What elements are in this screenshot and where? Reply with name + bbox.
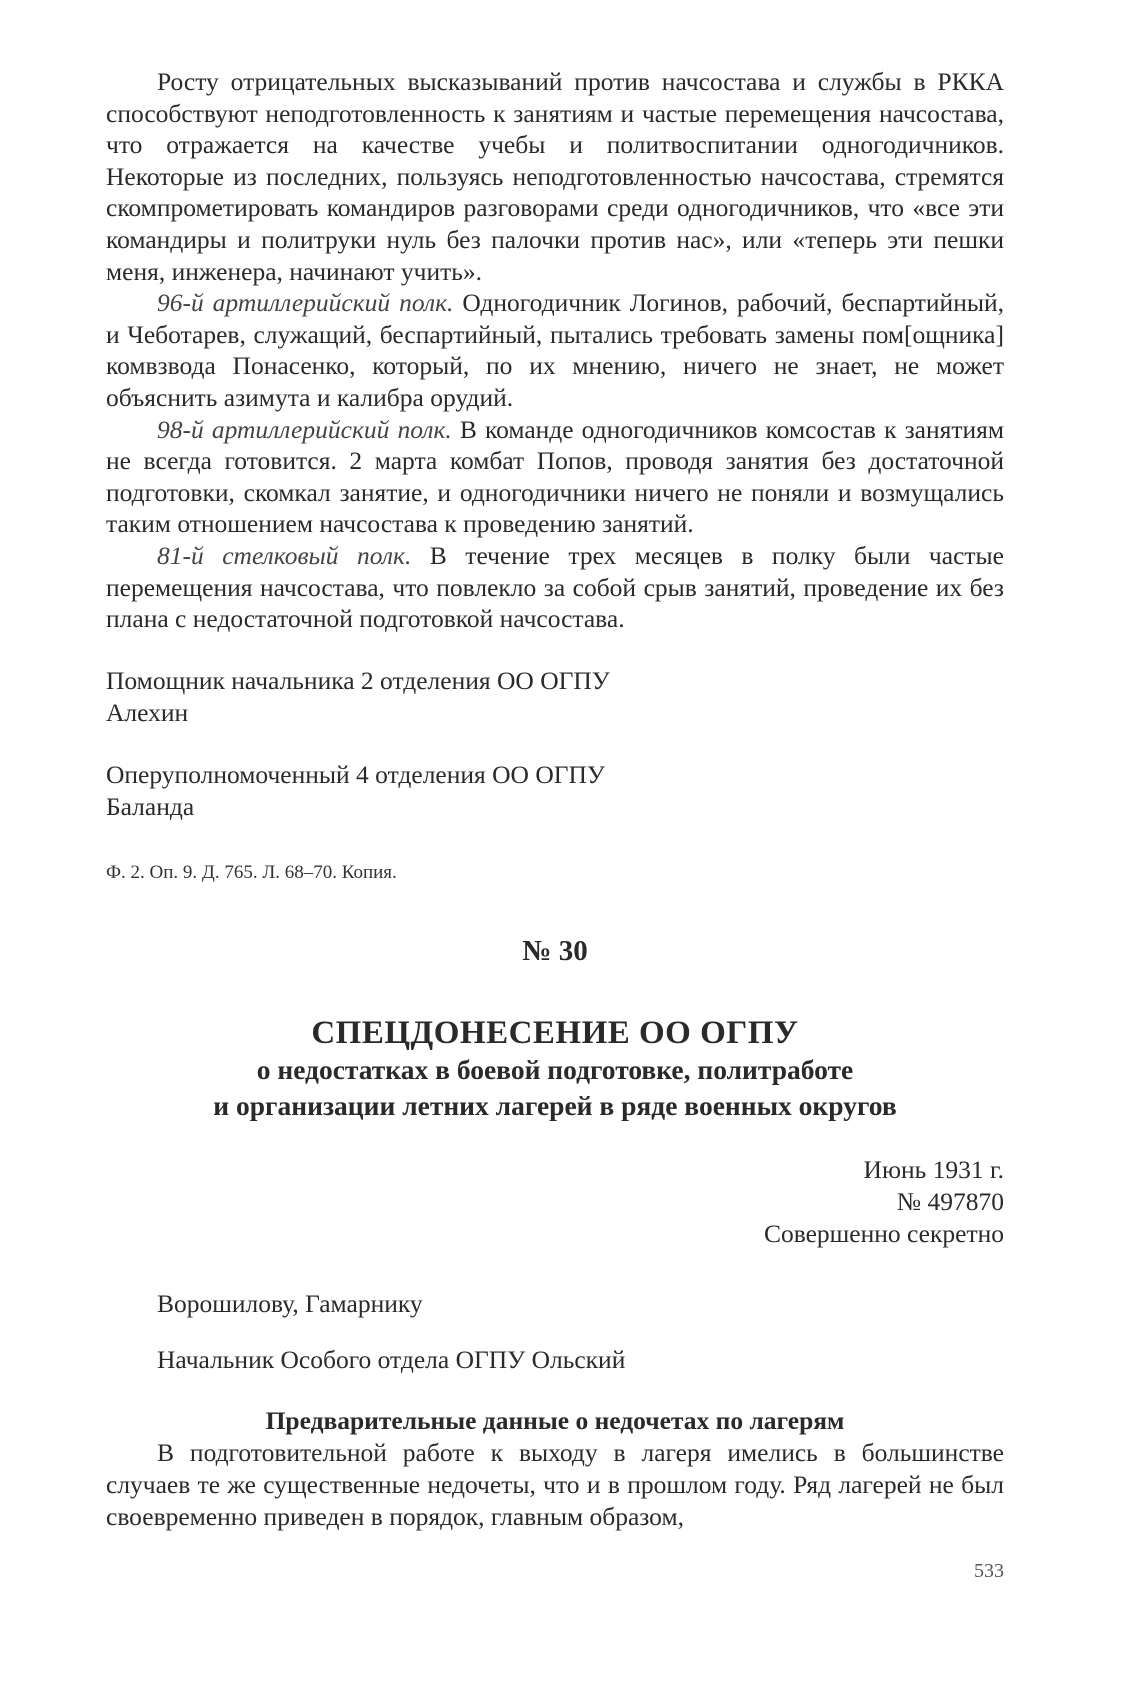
paragraph-lead: 81-й стелковый полк.: [157, 540, 412, 570]
signature-position: Оперуполномоченный 4 отделения ОО ОГПУ: [106, 759, 605, 789]
document-number: № 30: [522, 935, 588, 968]
document-page: [106, 66, 1004, 1532]
signature-name: Баланда: [106, 791, 195, 821]
signature-name: Алехин: [106, 697, 189, 727]
paragraph-text: Одногодичник Логинов, рабочий, беспартийный, и Чеботарев, служащий, беспартийный, пытались требовать замены пом[ощника] комвзвода Понасенко, который, по их мнению, ничего не знает, не может объяснить азимута и калибра орудий.: [106, 288, 1004, 412]
document-sender: Начальник Особого отдела ОГПУ Ольский: [157, 1344, 626, 1374]
document-registration-number: № 497870: [896, 1187, 1004, 1217]
paragraph-96-regiment: [106, 287, 1004, 413]
page-number: 533: [974, 1560, 1004, 1582]
document-subtitle-line-1: о недостатках в боевой подготовке, политработе: [256, 1054, 854, 1086]
paragraph-98-regiment: [106, 414, 1004, 540]
paragraph-intro: [106, 66, 1004, 287]
document-date: Июнь 1931 г.: [863, 1155, 1004, 1185]
paragraph-81-regiment: [106, 540, 1004, 635]
signature-position: Помощник начальника 2 отделения ОО ОГПУ: [106, 665, 610, 695]
document-meta: [106, 1154, 1004, 1250]
section-heading: Предварительные данные о недочетах по лагерям: [265, 1406, 845, 1436]
paragraph-text: В команде одногодичников комсостав к занятиям не всегда готовится. 2 марта комбат Попов, проводя занятия без достаточной подготовки, скомкал занятие, и одногодичники ничего не поняли и возмущались таким отношением начсостава к проведению занятий.: [106, 414, 1004, 539]
signature-block-balanda: [106, 759, 1004, 823]
archive-source-reference: Ф. 2. Оп. 9. Д. 765. Л. 68–70. Копия.: [106, 861, 397, 883]
body-paragraph: В подготовительной работе к выходу в лагеря имелись в большинстве случаев те же существенные недочеты, что и в прошлом году. Ряд лагерей не был своевременно приведен в порядок, главным образом,: [106, 1438, 1004, 1531]
paragraph-text: В течение трех месяцев в полку были частые перемещения начсостава, что повлекло за собой срыв занятий, проведение их без плана с недостаточной подготовкой начсостава.: [106, 540, 1004, 634]
paragraph-lead: 96-й артиллерийский полк.: [157, 288, 454, 318]
document-subtitle-line-2: и организации летних лагерей в ряде военных округов: [213, 1090, 897, 1122]
document-title: СПЕЦДОНЕСЕНИЕ ОО ОГПУ: [311, 1015, 799, 1052]
paragraph-text: Росту отрицательных высказываний против начсостава и службы в РККА способствуют неподготовленность к занятиям и частые перемещения начсостава, что отражается на качестве учебы и политвоспитании одногодичников. Некоторые из последних, пользуясь неподготовленностью начсостава, стремятся скомпрометировать командиров разговорами среди одногодичников, что «все эти командиры и политруки нуль без палочки против нас», или «теперь эти пешки меня, инженера, начинают учить».: [106, 67, 1004, 286]
paragraph-lead: 98-й артиллерийский полк.: [157, 414, 452, 444]
signature-block-alekhin: [106, 665, 1004, 729]
document-classification: Совершенно секретно: [763, 1219, 1004, 1249]
document-addressee: Ворошилову, Гамарнику: [157, 1289, 423, 1319]
